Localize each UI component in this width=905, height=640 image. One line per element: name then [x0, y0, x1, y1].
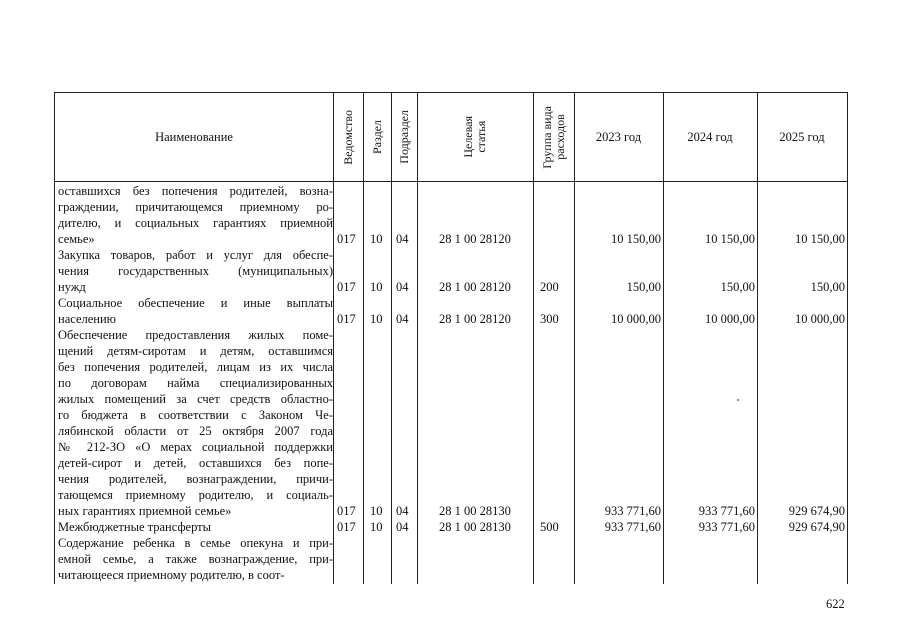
header-razdel: Раздел: [369, 120, 384, 154]
cell-2023: 10 150,00: [611, 232, 661, 246]
header-2023: 2023 год: [595, 129, 642, 144]
row-name-line: Межбюджетные трансферты: [58, 520, 212, 534]
row-name: [58, 295, 333, 327]
cell-2024: 933 771,60: [698, 504, 755, 518]
cell-razdel: 10: [370, 520, 383, 534]
cell-2023: 150,00: [626, 280, 661, 294]
row-name-line: чения родителей, вознаграждении, причи-: [58, 472, 333, 486]
cell-statya: 28 1 00 28130: [439, 520, 511, 534]
row-name-line: Содержание ребенка в семье опекуна и при-: [58, 536, 333, 550]
row-name-line: по договорам найма специализированных: [58, 376, 333, 390]
row-name-line: семье»: [58, 232, 95, 246]
row-name-line: жилых помещений за счет средств областно-: [58, 392, 333, 406]
row-name-line: щений детям-сиротам и детям, оставшимся: [58, 344, 333, 358]
cell-statya: 28 1 00 28120: [439, 280, 511, 294]
cell-vedomstvo: 017: [337, 232, 356, 246]
row-name-line: дителю, и социальных гарантиях приемной: [58, 216, 333, 230]
row-name-line: тающемся приемному родителю, и социаль-: [58, 488, 333, 502]
cell-podrazdel: 04: [396, 504, 409, 518]
row-name-line: Обеспечение предоставления жилых поме-: [58, 328, 333, 342]
row-name-line: оставшихся без попечения родителей, возна-: [58, 184, 333, 198]
cell-2024: 10 150,00: [705, 232, 755, 246]
cell-2025: 929 674,90: [788, 520, 845, 534]
table-row: [55, 295, 847, 327]
cell-gruppa: 500: [540, 520, 559, 534]
header-2024: 2024 год: [687, 129, 733, 144]
cell-podrazdel: 04: [396, 312, 409, 326]
cell-2025: 929 674,90: [788, 504, 845, 518]
row-name-line: го бюджета в соответствии с Законом Че-: [58, 408, 333, 422]
cell-podrazdel: 04: [396, 232, 409, 246]
cell-razdel: 10: [370, 504, 383, 518]
row-name: [58, 535, 333, 583]
cell-razdel: 10: [370, 312, 383, 326]
cell-2023: 933 771,60: [604, 504, 661, 518]
row-name-line: емной семье, а также вознаграждение, при-: [58, 552, 333, 566]
header-statya: Целевая статья: [461, 116, 488, 158]
row-name-line: населению: [58, 312, 116, 326]
budget-table: [54, 92, 848, 584]
cell-gruppa: 300: [540, 312, 559, 326]
row-name-line: без попечения родителей, лицам из их числа: [58, 360, 333, 374]
cell-razdel: 10: [370, 280, 383, 294]
row-name-line: № 212-ЗО «О мерах социальной поддержки: [58, 440, 333, 454]
page-number: 622: [826, 597, 845, 611]
cell-statya: 28 1 00 28120: [439, 312, 511, 326]
header-gruppa: Группа вида расходов: [539, 105, 567, 169]
row-name: [58, 519, 333, 535]
cell-gruppa: 200: [540, 280, 559, 294]
cell-statya: 28 1 00 28130: [439, 504, 511, 518]
cell-2025: 150,00: [810, 280, 845, 294]
header-2025: 2025 год: [779, 129, 825, 144]
header-name: Наименование: [155, 129, 233, 144]
cell-2023: 933 771,60: [604, 520, 661, 534]
row-name: [58, 183, 333, 247]
cell-podrazdel: 04: [396, 520, 409, 534]
table-row: [55, 327, 847, 519]
row-name: [58, 327, 333, 519]
row-name-line: детей-сирот и детей, оставшихся без попе-: [58, 456, 333, 470]
row-name-line: нужд: [58, 280, 86, 294]
table-row: [55, 535, 847, 583]
row-name-line: граждении, причитающемся приемному ро-: [58, 200, 333, 214]
row-name-line: читающееся приемному родителю, в соот-: [58, 568, 285, 582]
cell-podrazdel: 04: [396, 280, 409, 294]
row-name-line: лябинской области от 25 октября 2007 года: [58, 424, 333, 438]
table-row: [55, 247, 847, 295]
cell-razdel: 10: [370, 232, 383, 246]
row-name-line: Закупка товаров, работ и услуг для обеспе-: [58, 248, 333, 262]
row-name-line: Социальное обеспечение и иные выплаты: [58, 296, 333, 310]
cell-2024: 10 000,00: [705, 312, 755, 326]
table-row: [55, 183, 847, 247]
row-name-line: ных гарантиях приемной семье»: [58, 504, 232, 518]
cell-2025: 10 150,00: [795, 232, 845, 246]
cell-vedomstvo: 017: [337, 280, 356, 294]
cell-2024: 933 771,60: [698, 520, 755, 534]
header-vedomstvo: Ведомство: [340, 109, 355, 165]
cell-vedomstvo: 017: [337, 520, 356, 534]
row-name: [58, 247, 333, 295]
cell-2024: 150,00: [720, 280, 755, 294]
header-podrazdel: Подраздел: [396, 110, 411, 164]
table-row: [55, 519, 847, 535]
scan-speck: [737, 399, 739, 401]
row-name-line: чения государственных (муниципальных): [58, 264, 333, 278]
cell-vedomstvo: 017: [337, 312, 356, 326]
cell-statya: 28 1 00 28120: [439, 232, 511, 246]
cell-2025: 10 000,00: [795, 312, 845, 326]
cell-2023: 10 000,00: [611, 312, 661, 326]
cell-vedomstvo: 017: [337, 504, 356, 518]
